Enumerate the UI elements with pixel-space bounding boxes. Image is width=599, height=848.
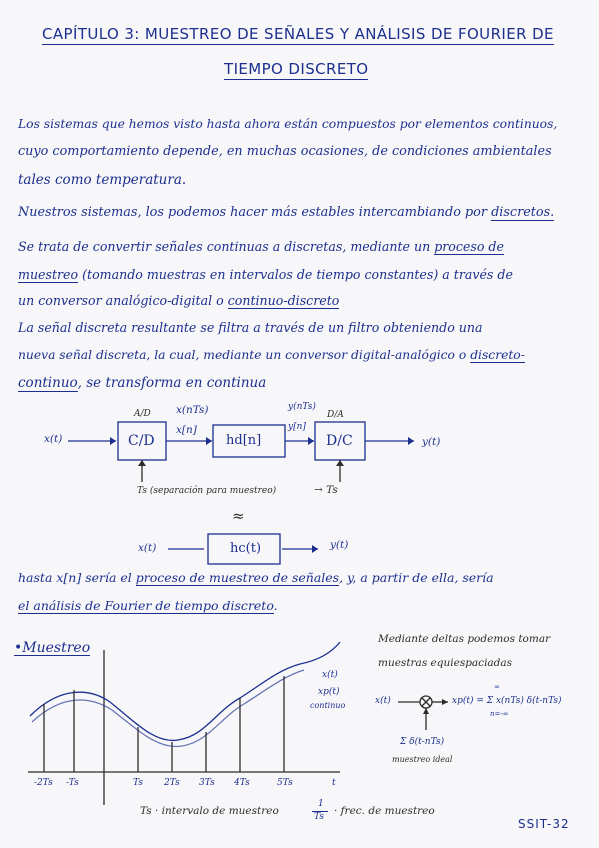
note-line: muestras equiespaciadas (378, 657, 513, 669)
sum-lower-limit: n=-∞ (490, 710, 509, 718)
dc-label: D/C (326, 433, 353, 449)
paragraph-text: (tomando muestras en intervalos de tiempo constantes) a través de (78, 267, 513, 282)
ad-label: A/D (134, 409, 151, 419)
underlined-term: el análisis de Fourier de tiempo discreto (18, 598, 274, 613)
bullet-icon: • (14, 640, 23, 656)
ts-note: Ts (separación para muestreo) (137, 486, 277, 496)
arrowhead (423, 708, 429, 714)
paragraph-line: Los sistemas que hemos visto hasta ahora están compuestos por elementos continuos, (18, 117, 558, 131)
ts-definition: Ts · intervalo de muestreo (140, 805, 279, 817)
output-discrete-label: y[n] (288, 422, 306, 432)
tick-label: 2Ts (164, 778, 180, 788)
underlined-term: muestreo (18, 267, 79, 282)
underlined-term: discretos. (491, 205, 555, 220)
paragraph-text: un conversor analógico-digital o (18, 293, 228, 308)
continuous-label: continuo (310, 701, 346, 710)
tick-label: 4Ts (234, 778, 250, 788)
tick-label: Ts (133, 778, 143, 788)
paragraph-text: hasta x[n] sería el (18, 570, 136, 585)
sample-stems (44, 676, 284, 772)
impulse-train-label: Σ δ(t-nTs) (400, 737, 445, 747)
fs-denominator: Ts (314, 812, 324, 822)
note-line: Mediante deltas podemos tomar (378, 633, 551, 645)
output-samples-label: y(nTs) (288, 402, 316, 412)
sum-upper-limit: ∞ (494, 683, 500, 691)
sampler-output-label: xp(t) = Σ x(nTs) δ(t-nTs) (452, 696, 562, 706)
paragraph-text: nueva señal discreta, la cual, mediante un conversor digital-analógico o (18, 348, 471, 362)
chapter-title: CAPÍTULO 3: MUESTREO DE SEÑALES Y ANÁLISIS DE FOURIER DE (42, 25, 554, 43)
paragraph-text: , y, a partir de ella, sería (339, 570, 494, 585)
ideal-sampling-label: muestreo ideal (392, 755, 453, 764)
underlined-term: continuo (18, 375, 78, 391)
fs-definition: · frec. de muestreo (334, 805, 435, 817)
sampler-input-label: x(t) (375, 696, 391, 706)
chapter-title-cont: TIEMPO DISCRETO (224, 60, 369, 78)
tick-label: 3Ts (199, 778, 215, 788)
underlined-term: continuo-discreto (227, 293, 340, 308)
signal-label-xpt: xp(t) (318, 687, 340, 697)
eq-input-label: x(t) (138, 542, 157, 554)
sampled-signal-envelope (32, 670, 304, 747)
eq-filter-label: hc(t) (230, 541, 262, 556)
filter-label: hd[n] (226, 433, 262, 448)
tick-label: t (332, 778, 336, 788)
ts-label: → Ts (314, 484, 338, 496)
eq-output-label: y(t) (330, 539, 349, 551)
tick-label: -2Ts (34, 778, 53, 788)
page-code: SSIT-32 (518, 817, 570, 831)
continuous-signal-curve (30, 642, 340, 740)
paragraph-text: . (273, 598, 278, 613)
output-signal-label: y(t) (422, 436, 441, 448)
section-heading-text: Muestreo (22, 640, 91, 656)
paragraph-text: Se trata de convertir señales continuas a discretas, mediante un (18, 239, 435, 254)
sampled-signal-label: x(nTs) (176, 404, 209, 416)
paragraph-text: , se transforma en continua (77, 375, 267, 391)
da-label: D/A (327, 410, 344, 420)
underlined-term: discreto- (470, 348, 525, 362)
paragraph-line: cuyo comportamiento depende, en muchas ocasiones, de condiciones ambientales (18, 144, 552, 159)
fs-numerator: 1 (318, 799, 324, 809)
signal-label-xt: x(t) (322, 670, 338, 680)
cd-label: C/D (128, 433, 155, 449)
underlined-term: proceso de muestreo de señales (135, 570, 340, 585)
paragraph-line: La señal discreta resultante se filtra a través de un filtro obteniendo una (18, 320, 483, 335)
equivalence-symbol: ≈ (232, 507, 245, 525)
paragraph-line: tales como temperatura. (18, 172, 187, 188)
arrowhead (442, 699, 448, 705)
input-signal-label: x(t) (44, 433, 63, 445)
paragraph-text: Nuestros sistemas, los podemos hacer más estables intercambiando por (18, 205, 492, 220)
tick-label: 5Ts (277, 778, 293, 788)
discrete-signal-label: x[n] (176, 424, 197, 436)
tick-label: -Ts (66, 778, 79, 788)
underlined-term: proceso de (434, 239, 504, 254)
